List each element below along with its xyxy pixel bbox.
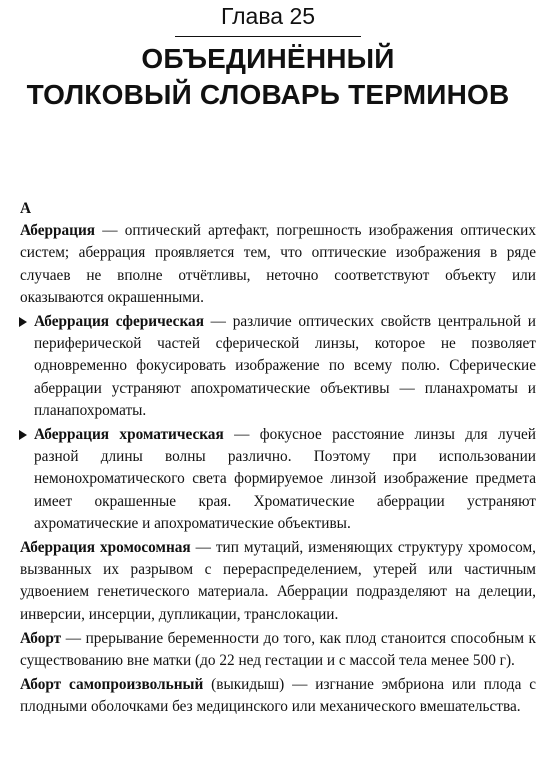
entry-definition: (выкидыш) — изгнание эмбриона или плода с плодными оболочками без медицинского или механического вмешательства. (20, 676, 536, 716)
subentry-chromatic-aberration (20, 424, 536, 535)
section-letter: А (20, 200, 32, 217)
chapter-label: Глава 25 (220, 3, 316, 29)
entry-term: Аборт самопроизвольный (20, 676, 204, 694)
chapter-title-line-1: ОБЪЕДИНЁННЫЙ (141, 43, 395, 74)
chapter-header (0, 0, 536, 113)
entry-abortion (20, 628, 536, 672)
entry-term: Аберрация сферическая (34, 313, 204, 331)
entry-chromosomal-aberration (20, 537, 536, 626)
subentry-spherical-aberration (20, 311, 536, 422)
entry-definition: — прерывание беременности до того, как плод станоится способным к существованию вне матки (до 22 нед гестации и с массой тела менее 500 г). (20, 629, 536, 670)
entry-aberration (20, 220, 536, 309)
entry-term: Аберрация (20, 222, 96, 240)
entry-definition: — оптический артефакт, погрешность изображения оптических систем; аберрация проявляется тем, что оптические изображения в ряде случаев не вполне отчётливы, неточно соответствуют объекту или оказываются окрашенными. (20, 222, 536, 306)
entry-definition: — фокусное расстояние линзы для лучей разной длины волны различно. Поэтому при использовании немонохроматического света формируемое линзой изображение предмета имеет окрашенные края. Хроматические аберрации устраняют ахроматические и апохроматические объективы. (34, 426, 536, 532)
chapter-title-line-2: ТОЛКОВЫЙ СЛОВАРЬ ТЕРМИНОВ (26, 79, 510, 110)
entry-term: Аберрация хромосомная (20, 539, 191, 557)
chapter-title (0, 41, 536, 113)
triangle-bullet-icon (19, 430, 27, 440)
dictionary-body (20, 198, 536, 721)
entry-definition: — различие оптических свойств центральной и периферической частей сферической линзы, которое не позволяет одновременно фокусировать изображение по всему полю. Сферические аберрации устраняют апохроматические объективы — планахроматы и планапохроматы. (34, 313, 536, 419)
entry-term: Аборт (20, 629, 62, 647)
chapter-rule (175, 36, 361, 37)
entry-definition: — тип мутаций, изменяющих структуру хромосом, вызванных их разрывом с перераспределением, утерей или частичным удвоением генетического материала. Аберрации подразделяют на делеции, инверсии, инсерции, дупликации, транслокации. (20, 539, 536, 623)
triangle-bullet-icon (19, 317, 27, 327)
entry-spontaneous-abortion (20, 674, 536, 718)
entry-term: Аберрация хроматическая (34, 426, 224, 444)
